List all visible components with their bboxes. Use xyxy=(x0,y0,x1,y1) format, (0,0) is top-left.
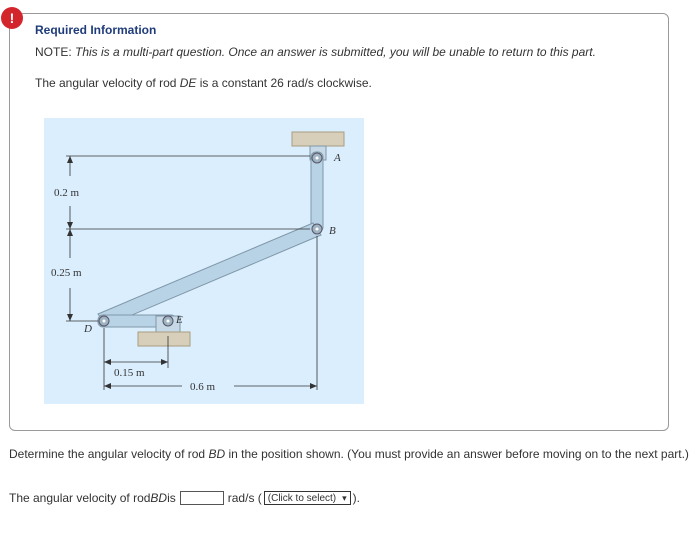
note-text: NOTE: This is a multi-part question. Once an answer is submitted, you will be unable to return to this part. xyxy=(35,45,596,59)
label-b: B xyxy=(329,225,336,237)
mechanism-diagram xyxy=(44,118,364,404)
question-text: Determine the angular velocity of rod BD in the position shown. (You must provide an answer before moving on to the next part.) xyxy=(9,447,689,461)
support-e xyxy=(138,332,190,346)
label-e: E xyxy=(176,314,183,326)
label-a: A xyxy=(334,152,341,164)
mechanism-figure xyxy=(44,118,364,404)
dim-0-25m: 0.25 m xyxy=(51,267,82,279)
dim-0-2m: 0.2 m xyxy=(54,187,80,199)
answer-row: The angular velocity of rod BD is rad/s ( (Click to select) ▾ ). xyxy=(9,491,361,505)
rod-ab xyxy=(311,152,323,232)
rod-bd xyxy=(98,223,321,326)
chevron-down-icon: ▾ xyxy=(342,492,347,503)
support-a xyxy=(292,132,344,146)
dim-0-15m: 0.15 m xyxy=(114,367,145,379)
direction-select[interactable]: (Click to select) ▾ xyxy=(264,491,351,505)
dim-0-6m: 0.6 m xyxy=(190,381,216,393)
label-d: D xyxy=(84,323,92,335)
info-title: Required Information xyxy=(35,23,157,37)
angular-velocity-input[interactable] xyxy=(180,491,224,505)
alert-icon: ! xyxy=(1,7,23,29)
given-information: The angular velocity of rod DE is a constant 26 rad/s clockwise. xyxy=(35,76,372,90)
